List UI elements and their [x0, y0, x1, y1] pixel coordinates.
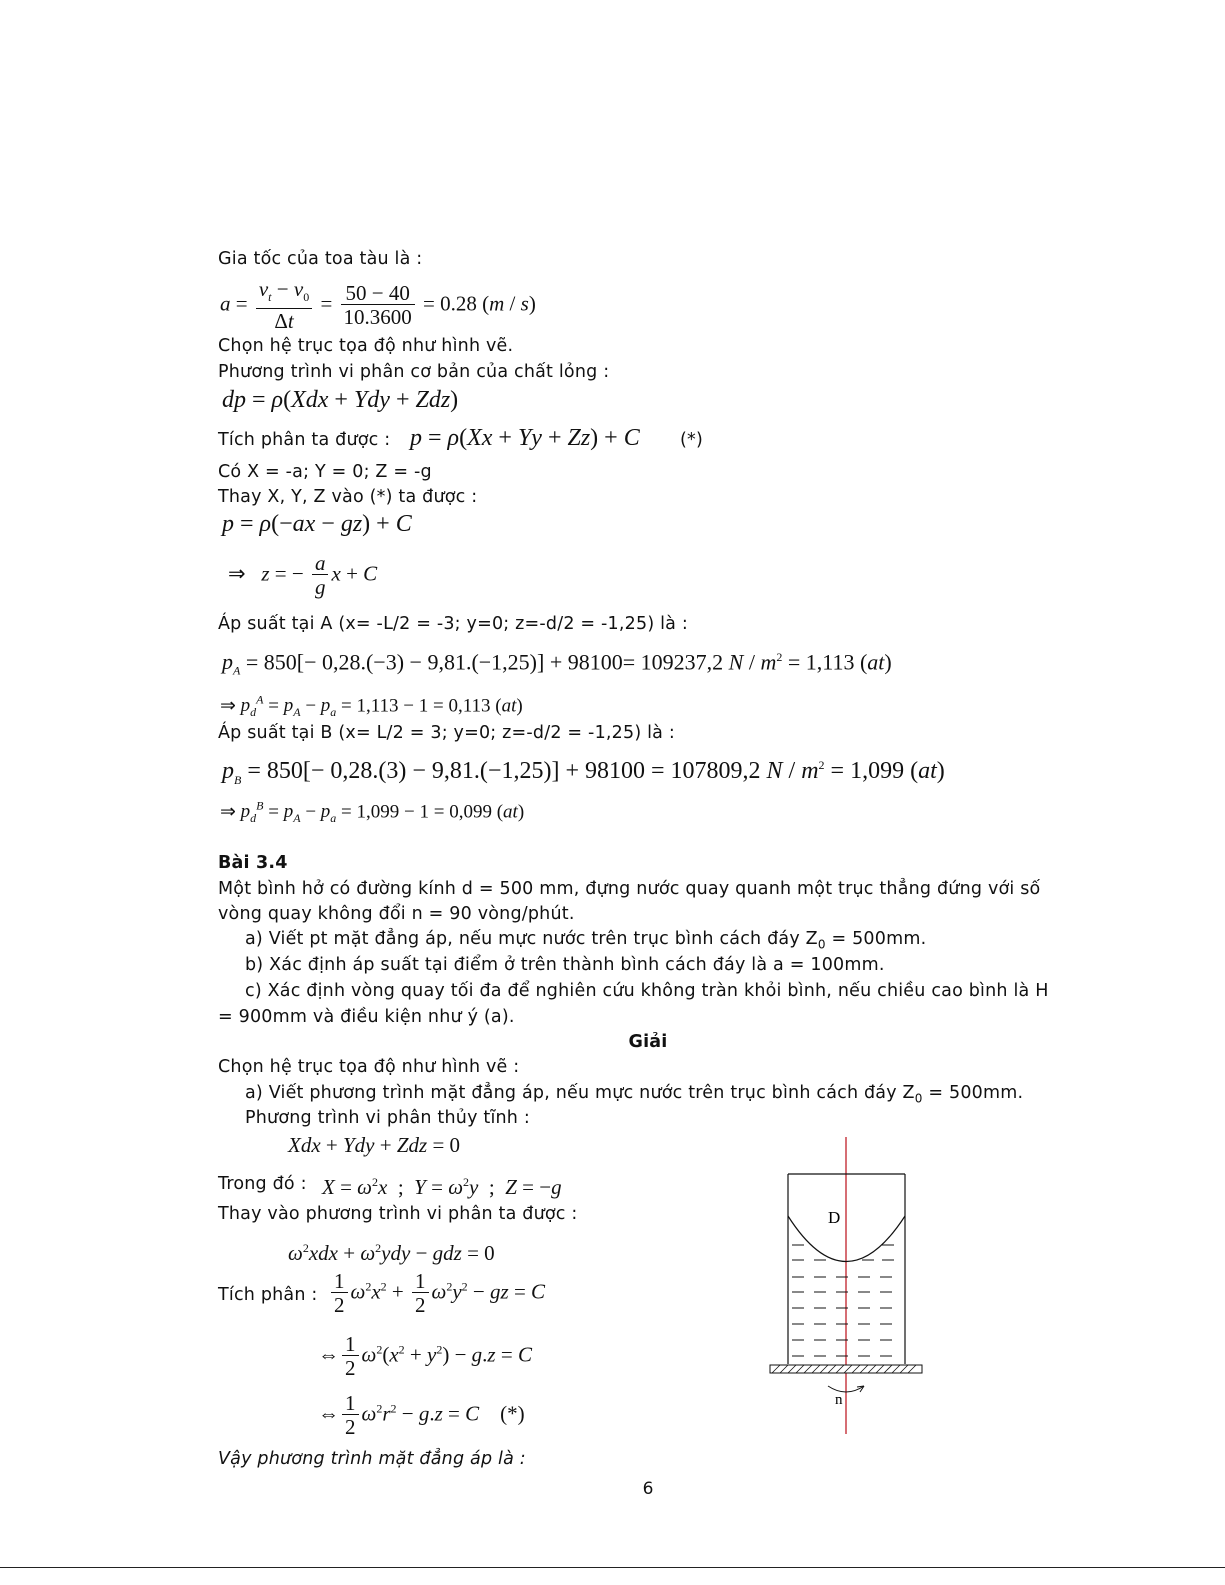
- differential-equation: dp = ρ(Xdx + Ydy + Zdz): [222, 387, 459, 413]
- problem-part-c: c) Xác định vòng quay tối đa để nghiên cứu không tràn khỏi bình, nếu chiều cao bình là H: [245, 981, 1049, 1001]
- problem-title: Bài 3.4: [218, 853, 288, 873]
- text-line: Thay vào phương trình vi phân ta được :: [218, 1204, 578, 1224]
- text-line: Chọn hệ trục tọa độ như hình vẽ.: [218, 336, 514, 356]
- page-bottom-border: [0, 1567, 1225, 1568]
- substituted-equation: $\omega^2xdx + \omega^2ydy$ − gdz = 0: [288, 1241, 495, 1265]
- integral-formula: p = ρ(Xx + Yy + Zz) + C: [410, 425, 640, 451]
- text-line: Thay X, Y, Z vào (*) ta được :: [218, 487, 478, 507]
- text-line: Vậy phương trình mặt đẳng áp là :: [218, 1449, 526, 1469]
- text-line: Phương trình vi phân cơ bản của chất lỏng :: [218, 362, 610, 382]
- subscript: 0: [817, 937, 826, 952]
- text-line: Có X = -a; Y = 0; Z = -g: [218, 462, 432, 482]
- integral-label: Tích phân ta được :: [218, 430, 391, 450]
- integral-result-1: $\frac{1}{2}$ $\omega^2x^2$ + $\frac{1}{2}$ $\omega^2y^2$ − gz = C: [328, 1270, 545, 1317]
- text-line: Áp suất tại B (x= L/2 = 3; y=0; z=-d/2 = -1,25) là :: [218, 723, 675, 743]
- page-number: 6: [642, 1479, 654, 1499]
- label-d: D: [828, 1208, 841, 1227]
- surface-formula: ⇒ z = − $\frac{a}{g}$ x + C: [228, 551, 378, 599]
- problem-part-a: [245, 928, 926, 956]
- text-line: Trong đó :: [218, 1174, 307, 1194]
- integral-result-2: ⇔ $\frac{1}{2}$ $\omega^2(x^2 + y^2) - g.z = C$: [318, 1332, 532, 1380]
- gauge-pressure-a: ⇒ $p_d^A = p_A - p_a = 1,113 - 1 = 0,113$ (at): [220, 693, 523, 720]
- text-line: Gia tốc của toa tàu là :: [218, 249, 423, 269]
- gauge-pressure-b: ⇒ $p_d^B = p_A - p_a = 1,099 - 1 = 0,099$ (at): [220, 799, 525, 826]
- text-line: [245, 1082, 1023, 1110]
- integral-result-3: ⇔ $\frac{1}{2}$ $\omega^2r^2 - g.z = C$ (*): [318, 1391, 525, 1439]
- text-line: Chọn hệ trục tọa độ như hình vẽ :: [218, 1057, 520, 1077]
- text-line: Phương trình vi phân thủy tĩnh :: [245, 1108, 530, 1128]
- pressure-formula: p = ρ(−ax − gz) + C: [222, 511, 412, 537]
- hydrostatic-equation: Xdx + Ydy + Zdz = 0: [288, 1133, 461, 1157]
- part-a-text: a) Viết pt mặt đẳng áp, nếu mực nước trên trục bình cách đáy Z: [245, 929, 818, 949]
- text-line: [218, 429, 390, 451]
- problem-statement: Một bình hở có đường kính d = 500 mm, đựng nước quay quanh một trục thẳng đứng với số vòng quay không đổi n = 90 vòng/phút.: [218, 879, 1041, 924]
- solution-a-end: = 500mm.: [922, 1083, 1024, 1103]
- label-n: n: [835, 1392, 843, 1408]
- problem-part-c-cont: = 900mm và điều kiện như ý (a).: [218, 1007, 515, 1027]
- rotating-cylinder-figure: [760, 1132, 930, 1442]
- text-line: Áp suất tại A (x= -L/2 = -3; y=0; z=-d/2 = -1,25) là :: [218, 614, 688, 634]
- acceleration-formula: a = $\frac{v_t - v_0}{\Delta t}$ = $\frac{50 - 40}{10.3600}$ = 0.28 (m / s): [220, 277, 536, 334]
- problem-part-b: b) Xác định áp suất tại điểm ở trên thành bình cách đáy là a = 100mm.: [245, 955, 885, 975]
- equation-tag: (*): [680, 430, 704, 450]
- pressure-a-formula: $p_A = 850[- 0,28.(-3) - 9,81.(-1,25)] + 98100= 109237,2$ $N / m^2 = 1,113$ (at): [222, 649, 892, 678]
- subscript: 0: [914, 1091, 923, 1106]
- body-forces-formula: $X = \omega^2x$ ; $Y = \omega^2y$ ; Z = −g: [322, 1175, 562, 1199]
- part-a-end: = 500mm.: [825, 929, 927, 949]
- text-line: Tích phân :: [218, 1285, 318, 1305]
- pressure-b-formula: $p_B = 850[- 0,28.(3) - 9,81.(-1,25)] + 98100 = 107809,2$ $N / m^2 = 1,099$ (at): [222, 758, 945, 787]
- solution-heading: Giải: [628, 1032, 668, 1052]
- solution-a-text: a) Viết phương trình mặt đẳng áp, nếu mực nước trên trục bình cách đáy Z: [245, 1083, 915, 1103]
